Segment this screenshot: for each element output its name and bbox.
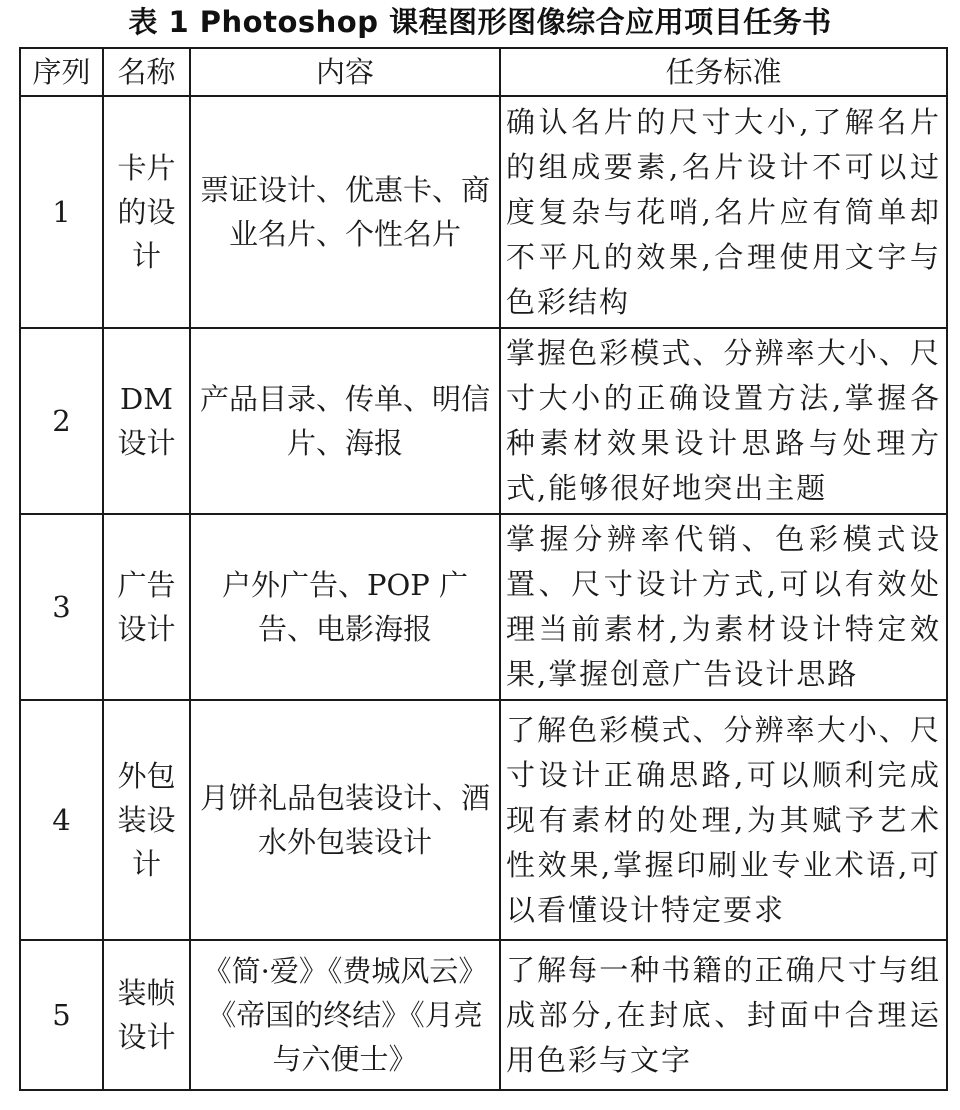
row-content: 月饼礼品包装设计、酒水外包装设计 [190,700,500,940]
task-table [19,47,948,1091]
row-content: 票证设计、优惠卡、商业名片、个性名片 [190,96,500,328]
header-row [20,48,947,96]
table-row [20,940,947,1090]
row-standard: 掌握分辨率代销、色彩模式设置、尺寸设计方式,可以有效处理当前素材,为素材设计特定效果,掌握创意广告设计思路 [500,514,947,700]
row-index: 2 [20,328,103,514]
row-index: 3 [20,514,103,700]
row-index: 5 [20,940,103,1090]
row-standard: 了解每一种书籍的正确尺寸与组成部分,在封底、封面中合理运用色彩与文字 [500,940,947,1090]
table-row [20,328,947,514]
row-name: 广告设计 [103,514,190,700]
table-row [20,700,947,940]
row-standard: 掌握色彩模式、分辨率大小、尺寸大小的正确设置方法,掌握各种素材效果设计思路与处理方式,能够很好地突出主题 [500,328,947,514]
row-content: 《简·爱》《费城风云》《帝国的终结》《月亮与六便士》 [190,940,500,1090]
row-name: DM设计 [103,328,190,514]
header-name: 名称 [103,48,190,96]
row-name: 卡片的设计 [103,96,190,328]
row-standard: 确认名片的尺寸大小,了解名片的组成要素,名片设计不可以过度复杂与花哨,名片应有简单却不平凡的效果,合理使用文字与色彩结构 [500,96,947,328]
table-row [20,514,947,700]
table-title: 表 1 Photoshop 课程图形图像综合应用项目任务书 [128,5,832,39]
header-standard: 任务标准 [500,48,947,96]
row-content: 户外广告、POP 广告、电影海报 [190,514,500,700]
row-content: 产品目录、传单、明信片、海报 [190,328,500,514]
row-standard: 了解色彩模式、分辨率大小、尺寸设计正确思路,可以顺利完成现有素材的处理,为其赋予艺术性效果,掌握印刷业专业术语,可以看懂设计特定要求 [500,700,947,940]
header-content: 内容 [190,48,500,96]
row-index: 1 [20,96,103,328]
table-row [20,96,947,328]
row-name: 装帧设计 [103,940,190,1090]
row-name: 外包装设计 [103,700,190,940]
header-index: 序列 [20,48,103,96]
row-index: 4 [20,700,103,940]
